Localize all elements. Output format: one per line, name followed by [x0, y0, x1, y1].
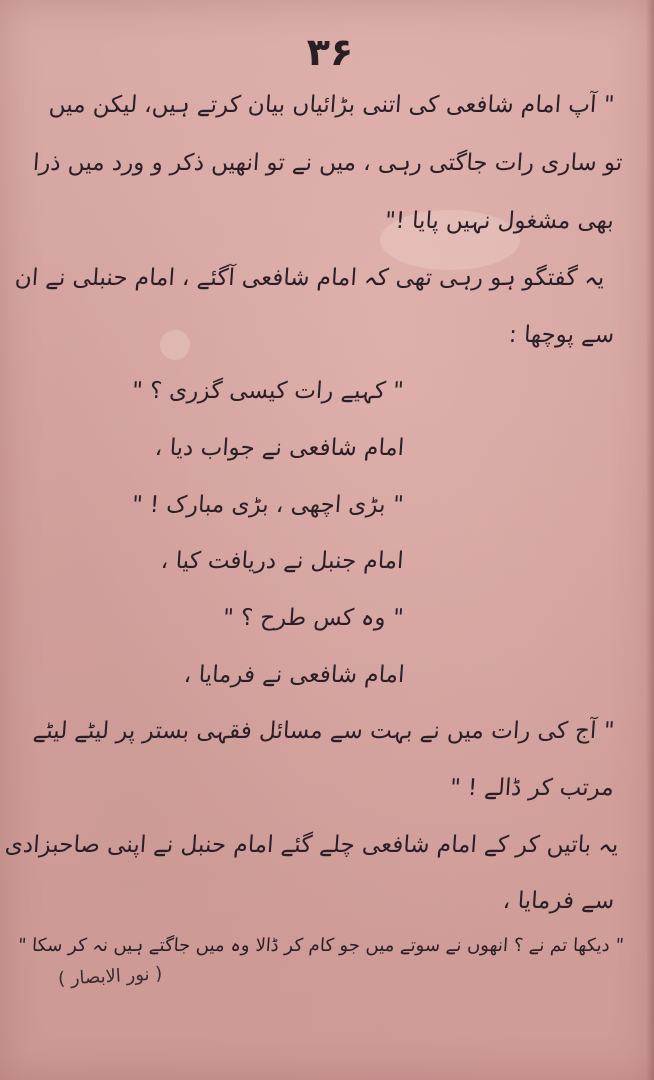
page-number: ۳۶: [306, 30, 354, 74]
text-line: تو ساری رات جاگتی رہی ، میں نے تو انھیں ذکر و ورد میں ذرا: [31, 150, 623, 176]
text-line: سے فرمایا ،: [501, 888, 615, 914]
text-line: بھی مشغول نہیں پایا !": [384, 208, 615, 234]
text-line: " دیکھا تم نے ؟ انھوں نے سوتے میں جو کام کر ڈالا وہ میں جاگتے ہیں نہ کر سکا ": [17, 935, 625, 956]
text-line: یہ باتیں کر کے امام شافعی چلے گئے امام حنبل نے اپنی صاحبزادی: [3, 832, 619, 858]
text-line: امام شافعی نے جواب دیا ،: [153, 435, 405, 461]
text-line: " کہیے رات کیسی گزری ؟ ": [131, 378, 405, 404]
text-line: امام شافعی نے فرمایا ،: [182, 662, 405, 688]
text-line: " آج کی رات میں نے بہت سے مسائل فقہی بستر پر لیٹے لیٹے: [31, 718, 615, 744]
paper-stain: [160, 330, 190, 360]
source-attribution: ( نور الابصار ): [57, 963, 163, 990]
text-line: امام جنبل نے دریافت کیا ،: [160, 548, 405, 574]
page-edge-shadow: [646, 0, 654, 1080]
text-line: سے پوچھا :: [507, 322, 615, 348]
text-line: " آپ امام شافعی کی اتنی بڑائیاں بیان کرتے ہیں، لیکن میں: [47, 92, 615, 118]
text-line: یہ گفتگو ہو رہی تھی کہ امام شافعی آگئے ، امام حنبلی نے ان: [13, 265, 605, 291]
text-line: " بڑی اچھی ، بڑی مبارک ! ": [131, 492, 405, 518]
text-line: " وہ کس طرح ؟ ": [222, 605, 405, 631]
text-line: مرتب کر ڈالے ! ": [449, 775, 615, 801]
